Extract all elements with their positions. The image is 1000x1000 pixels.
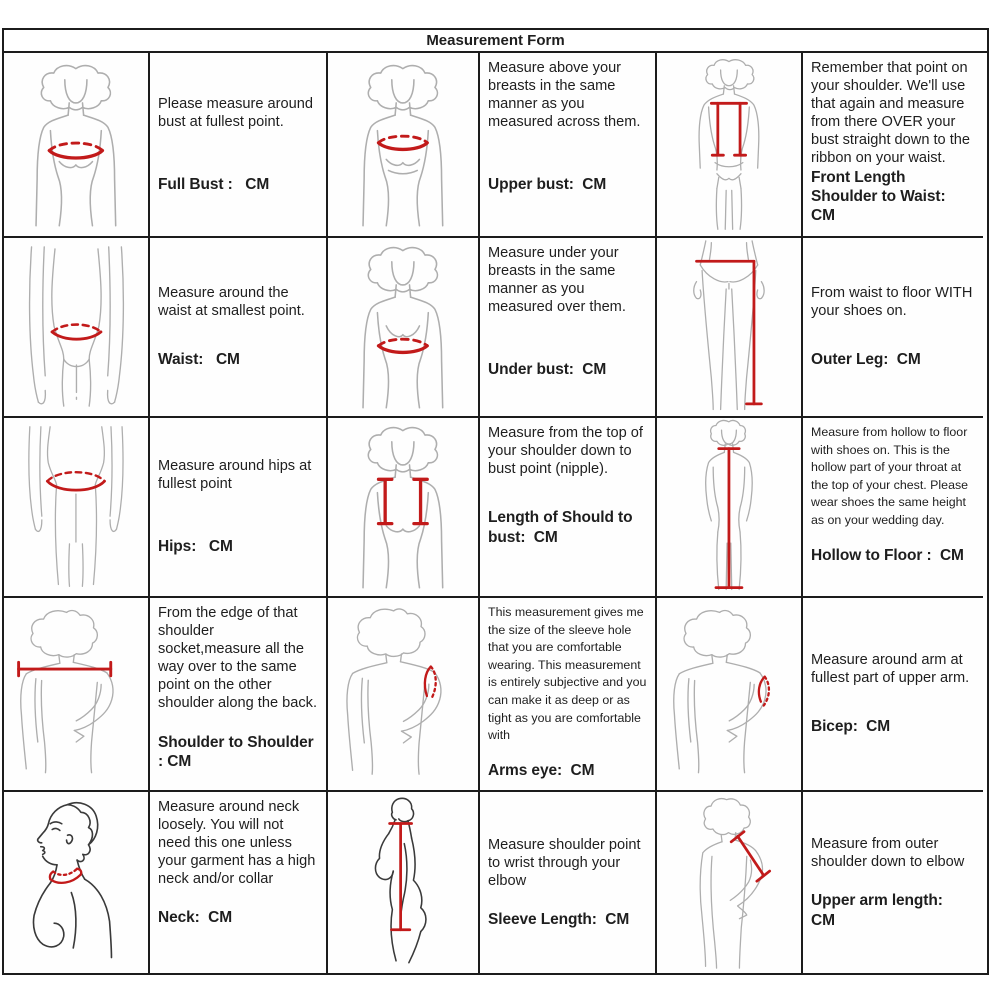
measurement-description: From waist to floor WITH your shoes on. [811, 285, 973, 320]
measurement-cell-upper-bust [480, 53, 657, 238]
measurement-cell-arms-eye [480, 598, 657, 792]
measurement-cell-full-bust [150, 53, 328, 238]
measurement-label: Shoulder to Shoulder : CM [158, 733, 318, 770]
figure-cell-neck [4, 792, 150, 973]
measurement-label: Hips: CM [158, 538, 233, 556]
measurement-form-table [2, 28, 989, 975]
measurement-label: Hollow to Floor : CM [811, 546, 964, 564]
neck-figure [14, 797, 138, 969]
measurement-description: From the edge of that shoulder socket,measure all the way over to the same point on the other shoulder along the back. [158, 605, 318, 712]
measurement-label: Under bust: CM [488, 361, 607, 379]
figure-cell-bicep [657, 598, 803, 792]
measurement-cell-shoulder-to-shoulder [150, 598, 328, 792]
figure-cell-hips [4, 418, 150, 598]
measurement-description: Measure around the waist at smallest point. [158, 285, 305, 320]
measurement-description: This measurement gives me the size of the sleeve hole that you are comfortable wearing. This measurement is entirely subjective and you can make it as deep or as tight as you are comfortable with [488, 605, 647, 743]
measurement-cell-outer-leg [803, 238, 983, 418]
measurement-label: Bicep: CM [811, 718, 891, 736]
measurement-label: Waist: CM [158, 351, 240, 369]
front-length-figure [678, 57, 780, 233]
sleeve-length-figure [353, 796, 454, 970]
shoulder-to-bust-figure [342, 424, 464, 590]
figure-cell-upper-arm-length [657, 792, 803, 973]
form-title: Measurement Form [4, 30, 987, 53]
measurement-label: Arms eye: CM [488, 761, 595, 779]
measurement-description: Please measure around bust at fullest point. [158, 95, 313, 130]
measurement-description: Measure under your breasts in the same manner as you measured over them. [488, 245, 626, 316]
figure-cell-arms-eye [328, 598, 480, 792]
upper-bust-figure [342, 62, 464, 228]
hips-figure [16, 424, 136, 590]
measurement-label: Length of Should to bust: CM [488, 509, 637, 546]
measurement-label: Neck: CM [158, 909, 233, 927]
measurement-cell-under-bust [480, 238, 657, 418]
outer-leg-figure [678, 239, 780, 415]
measurement-cell-shoulder-to-bust [480, 418, 657, 598]
measurement-cell-waist [150, 238, 328, 418]
measurement-grid [4, 53, 987, 973]
bicep-figure [662, 606, 796, 782]
measurement-description: Measure around arm at fullest part of upper arm. [811, 652, 970, 687]
upper-arm-length-figure [679, 796, 780, 970]
measurement-description: Measure from outer shoulder down to elbow [811, 836, 965, 871]
under-bust-figure [342, 244, 464, 410]
measurement-description: Measure from hollow to floor with shoes on. This is the hollow part of your throat at the top of your chest. Please wear shoes the same height as on your wedding day. [811, 425, 969, 528]
figure-cell-under-bust [328, 238, 480, 418]
figure-cell-front-length [657, 53, 803, 238]
measurement-description: Measure from the top of your shoulder down to bust point (nipple). [488, 425, 643, 478]
figure-cell-shoulder-to-bust [328, 418, 480, 598]
measurement-label: Upper arm length: CM [811, 892, 952, 929]
measurement-cell-front-length [803, 53, 983, 238]
measurement-label: Sleeve Length: CM [488, 911, 630, 929]
measurement-description: Measure shoulder point to wrist through your elbow [488, 836, 641, 889]
full-bust-figure [15, 62, 137, 228]
measurement-description: Remember that point on your shoulder. We'll use that again and measure from there OVER your bust straight down to the ribbon on your waist. [811, 60, 971, 167]
waist-figure [13, 244, 140, 410]
measurement-description: Measure around hips at fullest point [158, 458, 312, 493]
figure-cell-full-bust [4, 53, 150, 238]
measurement-label: Upper bust: CM [488, 176, 607, 194]
figure-cell-waist [4, 238, 150, 418]
figure-cell-shoulder-to-shoulder [4, 598, 150, 792]
figure-cell-upper-bust [328, 53, 480, 238]
measurement-cell-neck [150, 792, 328, 973]
figure-cell-outer-leg [657, 238, 803, 418]
measurement-label: Outer Leg: CM [811, 351, 921, 369]
measurement-cell-bicep [803, 598, 983, 792]
measurement-description: Measure around neck loosely. You will not need this one unless your garment has a high neck and/or collar [158, 799, 316, 888]
shoulder-to-shoulder-figure [9, 606, 143, 782]
measurement-cell-upper-arm-length [803, 792, 983, 973]
arms-eye-figure [335, 606, 472, 782]
measurement-cell-sleeve-length [480, 792, 657, 973]
measurement-label: Front Length Shoulder to Waist: CM [811, 168, 959, 224]
figure-cell-hollow-to-floor [657, 418, 803, 598]
measurement-description: Measure above your breasts in the same manner as you measured across them. [488, 60, 641, 131]
hollow-to-floor-figure [678, 419, 780, 595]
measurement-label: Full Bust : CM [158, 175, 270, 193]
figure-cell-sleeve-length [328, 792, 480, 973]
measurement-cell-hollow-to-floor [803, 418, 983, 598]
measurement-cell-hips [150, 418, 328, 598]
